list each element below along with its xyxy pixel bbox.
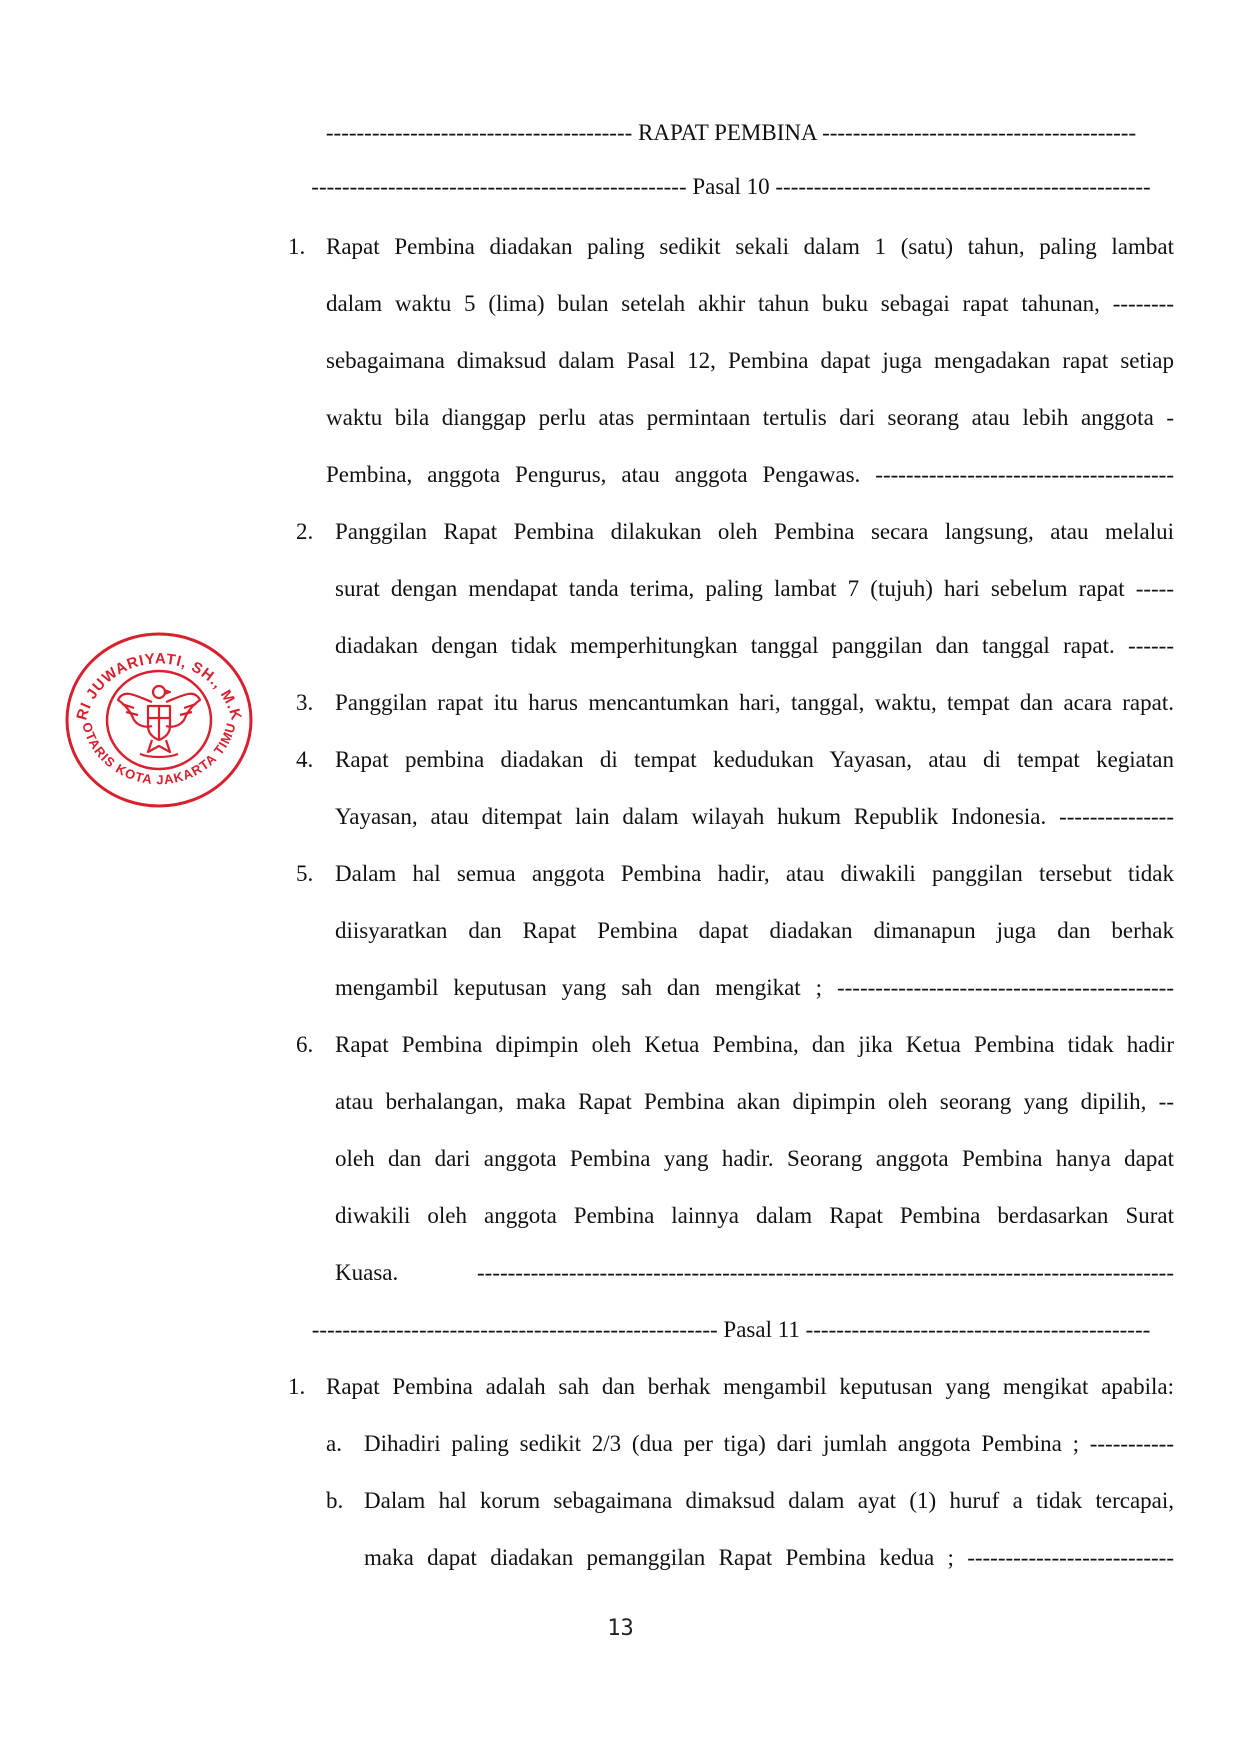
- paragraph-line: Rapat pembina diadakan di tempat kedudukan Yayasan, atau di tempat kegiatan: [335, 747, 1174, 772]
- paragraph-line: Rapat Pembina diadakan paling sedikit sekali dalam 1 (satu) tahun, paling lambat: [326, 234, 1174, 259]
- paragraph-line: Pembina, anggota Pengurus, atau anggota Pengawas. ---------------------------------------: [326, 462, 1174, 487]
- paragraph-line: waktu bila dianggap perlu atas permintaan tertulis dari seorang atau lebih anggota -: [326, 405, 1174, 430]
- paragraph-line: diwakili oleh anggota Pembina lainnya dalam Rapat Pembina berdasarkan Surat: [335, 1203, 1174, 1228]
- paragraph-line: Dihadiri paling sedikit 2/3 (dua per tiga) dari jumlah anggota Pembina ; -----------: [364, 1431, 1174, 1456]
- garuda-emblem-icon: [118, 686, 200, 757]
- paragraph-line: sebagaimana dimaksud dalam Pasal 12, Pembina dapat juga mengadakan rapat setiap: [326, 348, 1174, 373]
- sub-item-letter: a.: [326, 1431, 342, 1456]
- paragraph-line: oleh dan dari anggota Pembina yang hadir. Seorang anggota Pembina hanya dapat: [335, 1146, 1174, 1171]
- paragraph-line: mengambil keputusan yang sah dan mengikat ; --------------------------------------------: [335, 975, 1174, 1000]
- paragraph-line: diadakan dengan tidak memperhitungkan tanggal panggilan dan tanggal rapat. ------: [335, 633, 1174, 658]
- paragraph-line: maka dapat diadakan pemanggilan Rapat Pembina kedua ; ---------------------------: [364, 1545, 1174, 1570]
- paragraph-line: Yayasan, atau ditempat lain dalam wilayah hukum Republik Indonesia. ---------------: [335, 804, 1174, 829]
- paragraph-line: Panggilan Rapat Pembina dilakukan oleh Pembina secara langsung, atau melalui: [335, 519, 1174, 544]
- pasal-10-heading: ------------------------------------------------- Pasal 10 -------------------------------------------------: [311, 174, 1151, 199]
- page-number: 13: [607, 1616, 634, 1641]
- paragraph-line: Panggilan rapat itu harus mencantumkan hari, tanggal, waktu, tempat dan acara rapat.: [335, 690, 1174, 715]
- item-number: 2.: [296, 519, 314, 544]
- paragraph-line: atau berhalangan, maka Rapat Pembina akan dipimpin oleh seorang yang dipilih, --: [335, 1089, 1174, 1114]
- item-number: 1.: [288, 1374, 306, 1399]
- seal-bottom-text: OTARIS KOTA JAKARTA TIMU: [79, 720, 239, 788]
- paragraph-line: Dalam hal semua anggota Pembina hadir, atau diwakili panggilan tersebut tidak: [335, 861, 1174, 886]
- item-number: 1.: [288, 234, 306, 259]
- item-number: 4.: [296, 747, 314, 772]
- paragraph-line: dalam waktu 5 (lima) bulan setelah akhir tahun buku sebagai rapat tahunan, --------: [326, 291, 1174, 316]
- item-number: 6.: [296, 1032, 314, 1057]
- notary-seal: [64, 630, 254, 810]
- paragraph-line: diisyaratkan dan Rapat Pembina dapat diadakan dimanapun juga dan berhak: [335, 918, 1174, 943]
- seal-top-text: RI JUWARIYATI, SH., M.K: [73, 650, 245, 723]
- item-number: 3.: [296, 690, 314, 715]
- pasal-11-heading: ----------------------------------------------------- Pasal 11 ---------------------------------------------: [311, 1317, 1151, 1342]
- paragraph-line: surat dengan mendapat tanda terima, paling lambat 7 (tujuh) hari sebelum rapat -----: [335, 576, 1174, 601]
- chapter-heading: ---------------------------------------- RAPAT PEMBINA -----------------------------------------: [325, 120, 1137, 145]
- paragraph-line: Kuasa. -------------------------------------------------------------------------------------------: [335, 1260, 1174, 1285]
- item-number: 5.: [296, 861, 314, 886]
- paragraph-line: Rapat Pembina adalah sah dan berhak mengambil keputusan yang mengikat apabila:: [326, 1374, 1174, 1399]
- sub-item-letter: b.: [326, 1488, 344, 1513]
- paragraph-line: Rapat Pembina dipimpin oleh Ketua Pembina, dan jika Ketua Pembina tidak hadir: [335, 1032, 1174, 1057]
- paragraph-line: Dalam hal korum sebagaimana dimaksud dalam ayat (1) huruf a tidak tercapai,: [364, 1488, 1174, 1513]
- svg-text:SRI JUWARIYATI, SH., M.Kn: [64, 630, 245, 723]
